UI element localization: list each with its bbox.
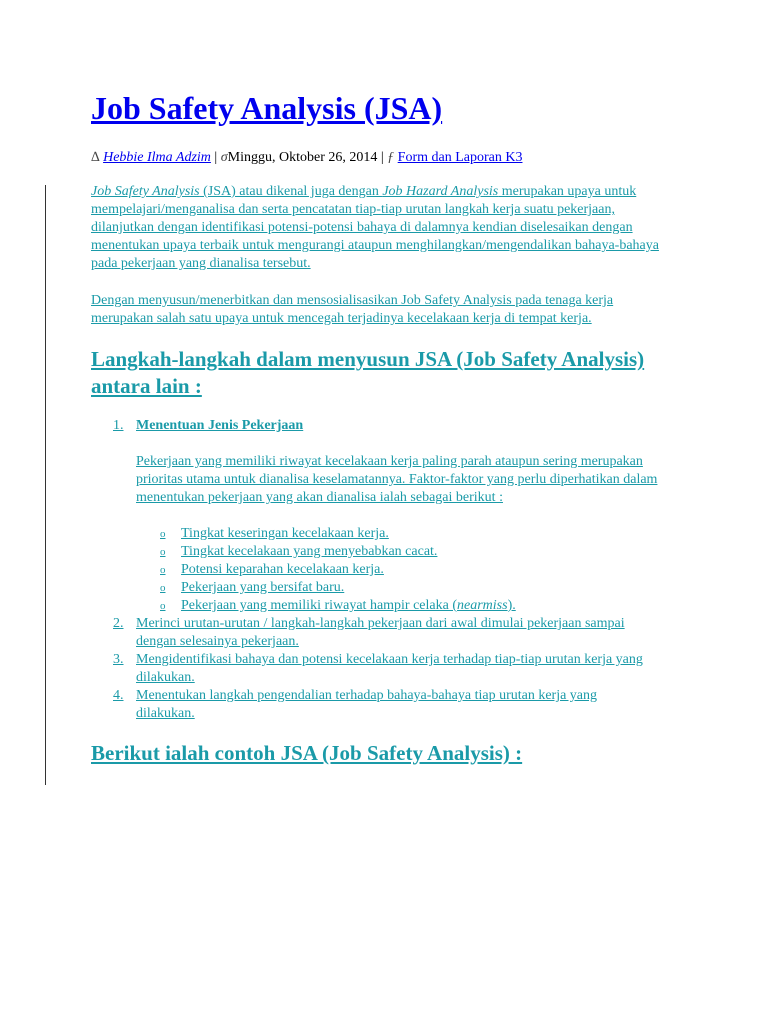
term-jsa: Job Safety Analysis (91, 184, 200, 199)
margin-line (45, 185, 46, 785)
factor-item[interactable]: Pekerjaan yang bersifat baru. (181, 580, 345, 595)
second-paragraph[interactable]: Dengan menyusun/menerbitkan dan mensosialisasikan Job Safety Analysis pada tenaga kerja merupakan salah satu upaya untuk mencegah terjadinya kecelakaan kerja di tempat kerja. (91, 293, 614, 326)
factor-item[interactable]: Tingkat kecelakaan yang menyebabkan cacat. (181, 544, 438, 559)
term-nearmiss: nearmiss (457, 598, 508, 613)
author-link[interactable]: Hebbie Ilma Adzim (103, 150, 211, 165)
step-1-description[interactable]: Pekerjaan yang memiliki riwayat kecelakaan kerja paling parah ataupun sering merupakan prioritas utama untuk dianalisa keselamatannya. Faktor-faktor yang perlu diperhatikan dalam menentukan pekerjaan yang akan dianalisa ialah sebagai berikut : (136, 454, 658, 505)
step-number: 4. (113, 688, 124, 703)
meta-separator: | (377, 150, 388, 165)
factor-item[interactable]: Tingkat keseringan kecelakaan kerja. (181, 526, 389, 541)
intro-text: (JSA) atau dikenal juga dengan (199, 184, 383, 199)
step-number: 1. (113, 418, 124, 433)
post-date: Minggu, Oktober 26, 2014 (227, 150, 378, 165)
bullet: o (160, 600, 166, 612)
step-number: 2. (113, 616, 124, 631)
term-jha: Job Hazard Analysis (382, 184, 499, 199)
example-heading[interactable]: Berikut ialah contoh JSA (Job Safety Analysis) : (91, 741, 523, 765)
step-number: 3. (113, 652, 124, 667)
factor-text-end: ). (507, 598, 516, 613)
bullet: o (160, 582, 166, 594)
clock-icon: σ (220, 150, 228, 165)
folder-icon: ƒ (387, 150, 395, 165)
post-meta (91, 150, 522, 166)
factor-item[interactable] (181, 597, 516, 615)
author-icon: ∆ (91, 150, 100, 165)
factor-item[interactable]: Potensi keparahan kecelakaan kerja. (181, 562, 384, 577)
step-1-title[interactable]: Menentuan Jenis Pekerjaan (136, 418, 304, 433)
category-link[interactable]: Form dan Laporan K3 (397, 150, 523, 165)
step-3-text[interactable]: Mengidentifikasi bahaya dan potensi kecelakaan kerja terhadap tiap-tiap urutan kerja yang dilakukan. (136, 652, 643, 685)
meta-separator: | (210, 150, 221, 165)
bullet: o (160, 528, 166, 540)
bullet: o (160, 546, 166, 558)
page-title[interactable]: Job Safety Analysis (JSA) (91, 90, 443, 126)
step-2-text[interactable]: Merinci urutan-urutan / langkah-langkah pekerjaan dari awal dimulai pekerjaan sampai dengan selesainya pekerjaan. (136, 616, 625, 649)
bullet: o (160, 564, 166, 576)
intro-text-rest: merupakan upaya untuk mempelajari/menganalisa dan serta pencatatan tiap-tiap urutan langkah kerja suatu pekerjaan, dilanjutkan dengan identifikasi potensi-potensi bahaya di dalamnya kendian diselesaikan dengan menentukan upaya terbaik untuk mengurangi ataupun menghilangkan/mengendalikan bahaya-bahaya pada pekerjaan yang dianalisa tersebut. (91, 184, 659, 271)
steps-heading[interactable]: Langkah-langkah dalam menyusun JSA (Job Safety Analysis) antara lain : (91, 347, 645, 398)
factor-text: Pekerjaan yang memiliki riwayat hampir celaka ( (181, 598, 458, 613)
intro-paragraph[interactable] (91, 183, 671, 273)
step-4-text[interactable]: Menentukan langkah pengendalian terhadap bahaya-bahaya tiap urutan kerja yang dilakukan. (136, 688, 598, 721)
